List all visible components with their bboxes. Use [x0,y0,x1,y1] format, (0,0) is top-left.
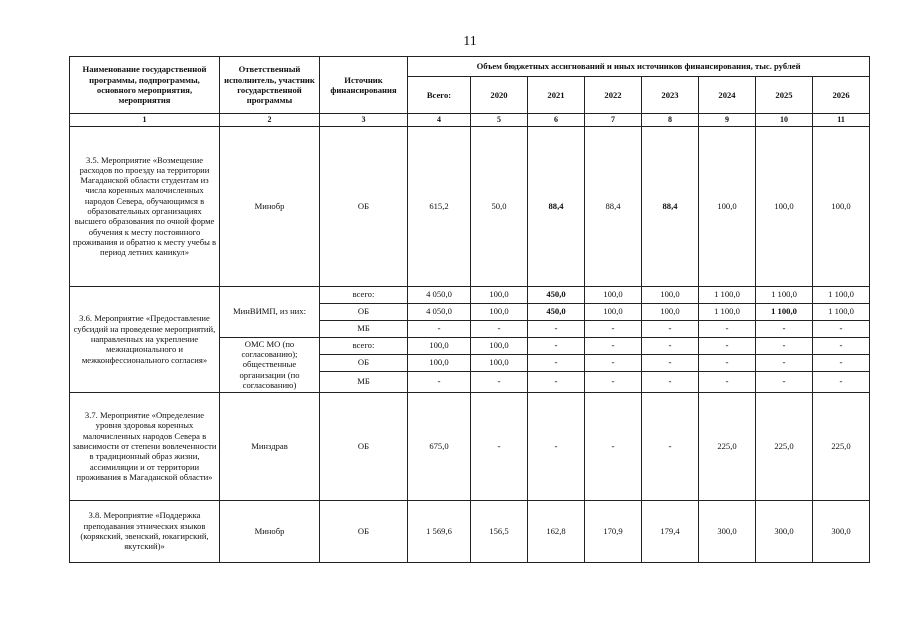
header-year: 2026 [813,77,870,114]
value-cell: 300,0 [756,500,813,562]
value-cell: - [585,392,642,500]
index-cell: 3 [320,114,408,127]
table-row-3-5 [70,126,870,286]
value-cell: 100,0 [813,126,870,286]
source-cell: ОБ [320,303,408,320]
header-year: 2021 [528,77,585,114]
table-row-3-6 [70,286,870,303]
value-cell: - [813,371,870,392]
measure-name: 3.5. Мероприятие «Возмещение расходов по проезду на территории Магаданской области студентам из числа коренных малочисленных народов Севера, обучающимся в образовательных организациях высшего образования по очной форме обучения к месту постоянного проживания и обратно к месту учебы в период летних каникул» [70,126,220,286]
value-cell: 675,0 [408,392,471,500]
value-cell: 100,0 [471,286,528,303]
value-cell: 300,0 [813,500,870,562]
value-cell: - [699,354,756,371]
index-cell: 4 [408,114,471,127]
page-number: 11 [463,34,477,49]
value-cell: 300,0 [699,500,756,562]
value-cell: - [585,337,642,354]
value-cell: 88,4 [585,126,642,286]
value-cell: 50,0 [471,126,528,286]
executor-cell: Минобр [220,500,320,562]
value-cell: 156,5 [471,500,528,562]
value-cell: 1 100,0 [699,303,756,320]
header-year: 2025 [756,77,813,114]
value-cell: 88,4 [528,126,585,286]
value-cell: - [756,320,813,337]
header-total: Всего: [408,77,471,114]
value-cell: 88,4 [642,126,699,286]
value-cell: 100,0 [756,126,813,286]
value-cell: - [471,392,528,500]
value-cell: 100,0 [471,337,528,354]
value-cell: - [699,337,756,354]
header-name: Наименование государственной программы, подпрограммы, основного мероприятия, мероприятия [70,57,220,114]
source-cell: МБ [320,320,408,337]
value-cell: - [813,337,870,354]
index-cell: 11 [813,114,870,127]
index-row [70,114,870,127]
value-cell: 100,0 [408,354,471,371]
value-cell: - [585,371,642,392]
measure-name: 3.7. Мероприятие «Определение уровня здоровья коренных малочисленных народов Севера в зависимости от степени вовлеченности в традиционный образ жизни, ассимиляции и от территории проживания в Магаданской области» [70,392,220,500]
value-cell: - [585,354,642,371]
index-cell: 10 [756,114,813,127]
value-cell: - [528,371,585,392]
value-cell: - [756,354,813,371]
value-cell: 100,0 [471,303,528,320]
value-cell: - [813,354,870,371]
value-cell: 179,4 [642,500,699,562]
value-cell: 1 100,0 [699,286,756,303]
value-cell: 4 050,0 [408,303,471,320]
value-cell: - [408,320,471,337]
value-cell: 100,0 [471,354,528,371]
value-cell: - [408,371,471,392]
measure-name: 3.6. Мероприятие «Предоставление субсидий на проведение мероприятий, направленных на укрепление межнационального и межконфессионального согласия» [70,286,220,392]
value-cell: 1 100,0 [813,303,870,320]
value-cell: - [528,337,585,354]
index-cell: 1 [70,114,220,127]
budget-table [69,56,870,563]
value-cell: 1 100,0 [813,286,870,303]
header-year: 2024 [699,77,756,114]
source-cell: ОБ [320,500,408,562]
value-cell: 225,0 [813,392,870,500]
header-year: 2023 [642,77,699,114]
value-cell: 100,0 [408,337,471,354]
source-cell: всего: [320,337,408,354]
value-cell: - [528,354,585,371]
value-cell: 1 100,0 [756,286,813,303]
value-cell: 450,0 [528,303,585,320]
value-cell: - [642,392,699,500]
value-cell: - [528,320,585,337]
value-cell: 100,0 [642,303,699,320]
value-cell: 225,0 [756,392,813,500]
header-funding-title: Объем бюджетных ассигнований и иных источников финансирования, тыс. рублей [408,57,870,77]
value-cell: - [642,337,699,354]
header-row-top [70,57,870,77]
value-cell: - [642,371,699,392]
value-cell: 100,0 [642,286,699,303]
value-cell: - [699,371,756,392]
index-cell: 8 [642,114,699,127]
value-cell: 4 050,0 [408,286,471,303]
header-source: Источник финансирования [320,57,408,114]
header-year: 2022 [585,77,642,114]
value-cell: 1 569,6 [408,500,471,562]
value-cell: - [528,392,585,500]
value-cell: - [642,354,699,371]
value-cell: 615,2 [408,126,471,286]
value-cell: - [585,320,642,337]
index-cell: 9 [699,114,756,127]
index-cell: 6 [528,114,585,127]
source-cell: ОБ [320,126,408,286]
value-cell: - [756,337,813,354]
source-cell: ОБ [320,354,408,371]
index-cell: 5 [471,114,528,127]
source-cell: МБ [320,371,408,392]
executor-cell: ОМС МО (по согласованию); общественные организации (по согласованию) [220,337,320,392]
executor-cell: Минздрав [220,392,320,500]
executor-cell: Минобр [220,126,320,286]
source-cell: ОБ [320,392,408,500]
value-cell: - [756,371,813,392]
value-cell: - [813,320,870,337]
measure-name: 3.8. Мероприятие «Поддержка преподавания этнических языков (корякский, эвенский, юкагирский, якутский)» [70,500,220,562]
value-cell: 100,0 [585,286,642,303]
index-cell: 2 [220,114,320,127]
value-cell: 170,9 [585,500,642,562]
value-cell: - [471,320,528,337]
header-year: 2020 [471,77,528,114]
index-cell: 7 [585,114,642,127]
value-cell: 162,8 [528,500,585,562]
source-cell: всего: [320,286,408,303]
value-cell: 100,0 [585,303,642,320]
table-row-3-7 [70,392,870,500]
value-cell: - [699,320,756,337]
value-cell: 225,0 [699,392,756,500]
value-cell: 1 100,0 [756,303,813,320]
value-cell: - [471,371,528,392]
value-cell: 100,0 [699,126,756,286]
value-cell: - [642,320,699,337]
table-row-3-8 [70,500,870,562]
value-cell: 450,0 [528,286,585,303]
executor-cell: МинВИМП, из них: [220,286,320,337]
header-executor: Ответственный исполнитель, участник государственной программы [220,57,320,114]
